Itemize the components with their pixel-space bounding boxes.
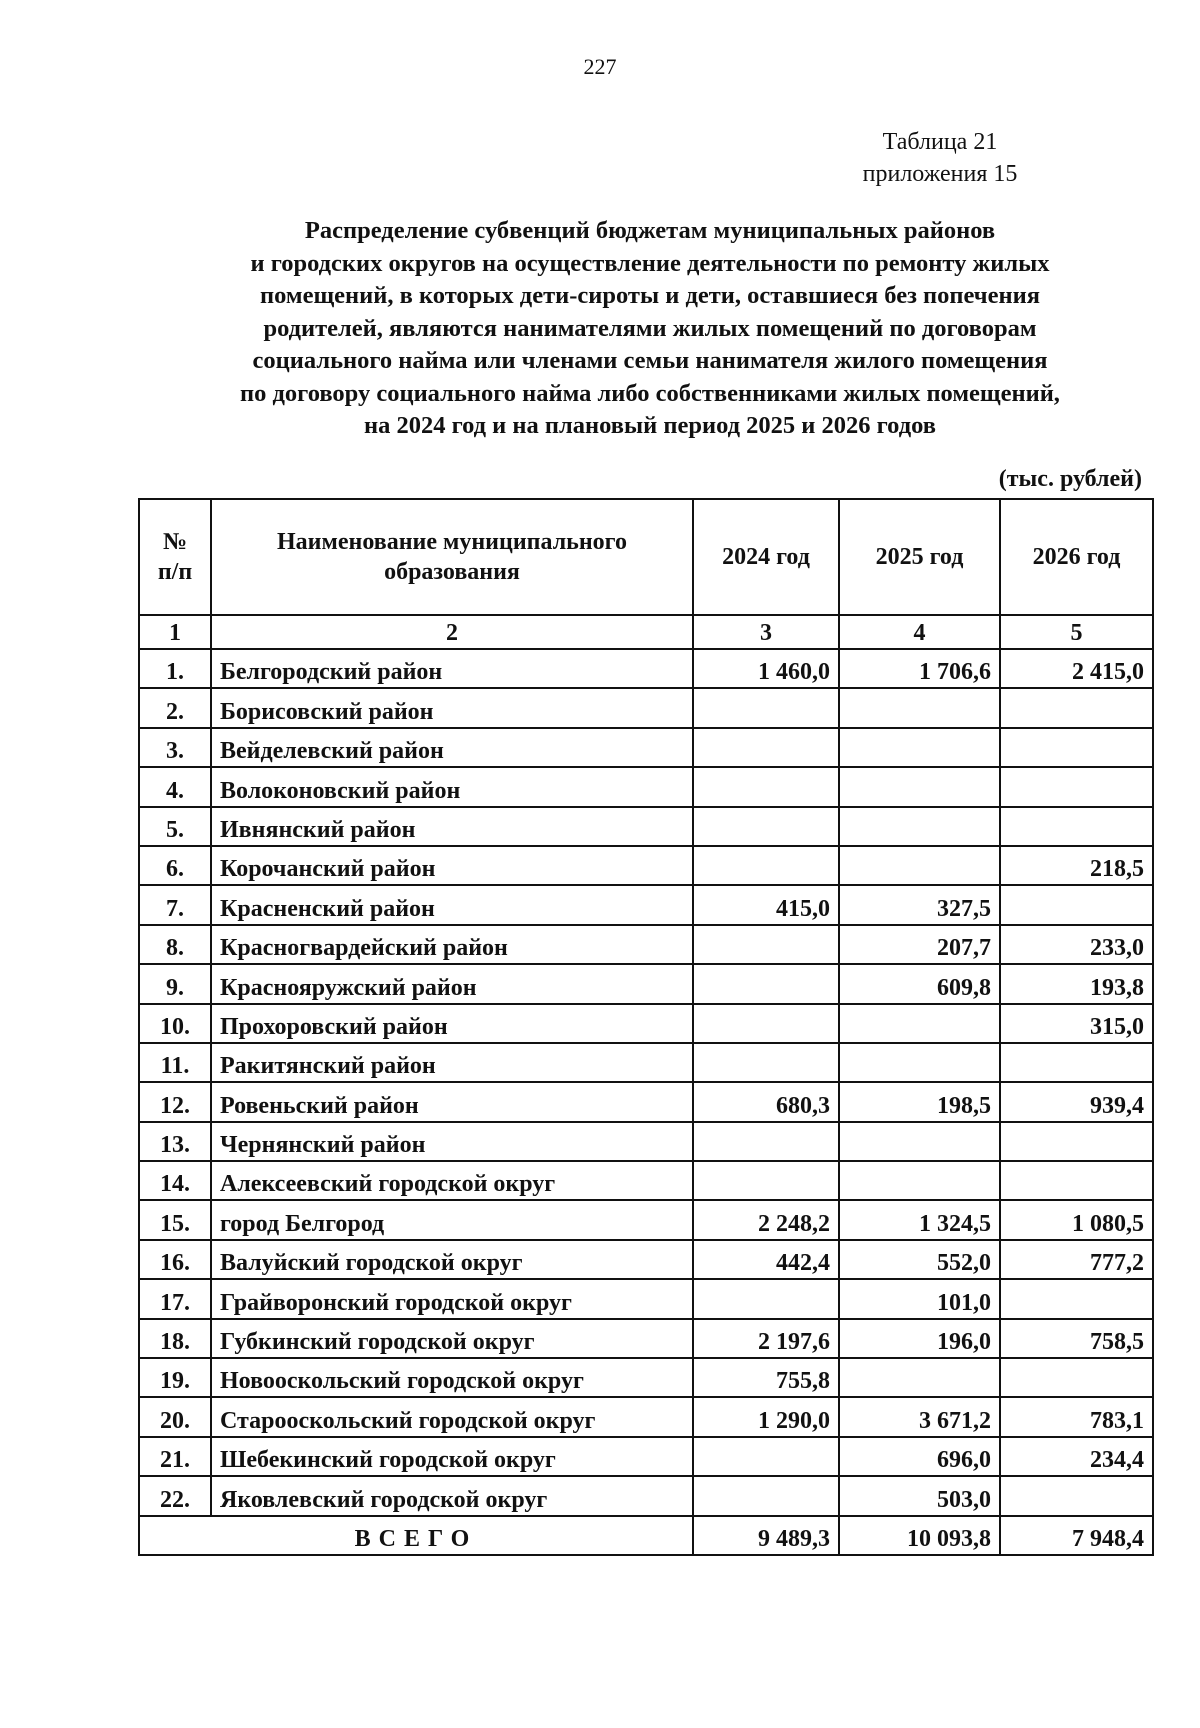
value-2025	[839, 846, 1000, 885]
table-row	[139, 1319, 1153, 1358]
value-2026	[1000, 807, 1153, 846]
municipality-name: Чернянский район	[211, 1122, 693, 1161]
value-2026: 777,2	[1000, 1240, 1153, 1279]
value-2025	[839, 767, 1000, 806]
value-2025: 198,5	[839, 1082, 1000, 1121]
municipality-name: Новооскольский городской округ	[211, 1358, 693, 1397]
municipality-name: Корочанский район	[211, 846, 693, 885]
total-label: ВСЕГО	[139, 1516, 693, 1555]
row-number: 20.	[139, 1397, 211, 1436]
total-2026: 7 948,4	[1000, 1516, 1153, 1555]
value-2026: 2 415,0	[1000, 649, 1153, 688]
value-2024	[693, 1279, 839, 1318]
value-2026	[1000, 885, 1153, 924]
table-row	[139, 1082, 1153, 1121]
table-row	[139, 1279, 1153, 1318]
row-number: 5.	[139, 807, 211, 846]
value-2024	[693, 1476, 839, 1515]
municipality-name: Ровеньский район	[211, 1082, 693, 1121]
value-2024	[693, 767, 839, 806]
header-name-line1: Наименование муниципального	[277, 529, 627, 555]
value-2024	[693, 964, 839, 1003]
table-row	[139, 728, 1153, 767]
total-row	[139, 1516, 1153, 1555]
value-2024	[693, 846, 839, 885]
value-2025: 1 324,5	[839, 1200, 1000, 1239]
table-row	[139, 1161, 1153, 1200]
title-line: и городских округов на осуществление деятельности по ремонту жилых	[250, 249, 1050, 277]
value-2026	[1000, 1476, 1153, 1515]
header-num-line1: №	[162, 529, 188, 555]
municipality-name: Валуйский городской округ	[211, 1240, 693, 1279]
table-row	[139, 1200, 1153, 1239]
value-2026: 315,0	[1000, 1004, 1153, 1043]
row-number: 14.	[139, 1161, 211, 1200]
row-number: 15.	[139, 1200, 211, 1239]
row-number: 4.	[139, 767, 211, 806]
value-2025	[839, 1122, 1000, 1161]
row-number: 10.	[139, 1004, 211, 1043]
row-number: 16.	[139, 1240, 211, 1279]
value-2026	[1000, 1122, 1153, 1161]
value-2026: 939,4	[1000, 1082, 1153, 1121]
table-row	[139, 767, 1153, 806]
title-line: по договору социального найма либо собственниками жилых помещений,	[240, 379, 1060, 407]
value-2024: 1 290,0	[693, 1397, 839, 1436]
column-number-row	[139, 615, 1153, 649]
value-2026: 758,5	[1000, 1319, 1153, 1358]
row-number: 13.	[139, 1122, 211, 1161]
value-2026: 233,0	[1000, 925, 1153, 964]
value-2024	[693, 925, 839, 964]
header-num-line2: п/п	[157, 559, 193, 585]
title-line: на 2024 год и на плановый период 2025 и 2026 годов	[363, 412, 936, 439]
row-number: 22.	[139, 1476, 211, 1515]
table-row	[139, 846, 1153, 885]
row-number: 3.	[139, 728, 211, 767]
value-2025: 3 671,2	[839, 1397, 1000, 1436]
value-2024: 1 460,0	[693, 649, 839, 688]
table-row	[139, 688, 1153, 727]
value-2026	[1000, 728, 1153, 767]
value-2025: 196,0	[839, 1319, 1000, 1358]
value-2025: 327,5	[839, 885, 1000, 924]
municipality-name: Борисовский район	[211, 688, 693, 727]
value-2024: 680,3	[693, 1082, 839, 1121]
row-number: 21.	[139, 1437, 211, 1476]
table-reference	[800, 126, 1080, 190]
value-2025	[839, 1358, 1000, 1397]
municipality-name: Губкинский городской округ	[211, 1319, 693, 1358]
value-2025	[839, 1161, 1000, 1200]
value-2026: 218,5	[1000, 846, 1153, 885]
value-2024	[693, 1004, 839, 1043]
municipality-name: Красненский район	[211, 885, 693, 924]
row-number: 19.	[139, 1358, 211, 1397]
table-row	[139, 1358, 1153, 1397]
row-number: 18.	[139, 1319, 211, 1358]
table-row	[139, 807, 1153, 846]
table-row	[139, 1437, 1153, 1476]
column-number: 2	[211, 615, 693, 649]
title-line: родителей, являются нанимателями жилых помещений по договорам	[263, 314, 1037, 342]
value-2026	[1000, 1358, 1153, 1397]
table-row	[139, 1476, 1153, 1515]
row-number: 11.	[139, 1043, 211, 1082]
value-2024: 755,8	[693, 1358, 839, 1397]
total-2024: 9 489,3	[693, 1516, 839, 1555]
value-2024	[693, 1161, 839, 1200]
municipality-name: Яковлевский городской округ	[211, 1476, 693, 1515]
row-number: 12.	[139, 1082, 211, 1121]
row-number: 7.	[139, 885, 211, 924]
value-2026: 1 080,5	[1000, 1200, 1153, 1239]
value-2025	[839, 1004, 1000, 1043]
row-number: 1.	[139, 649, 211, 688]
title-line: Распределение субвенций бюджетам муниципальных районов	[304, 217, 996, 244]
header-2024: 2024 год	[693, 499, 839, 615]
row-number: 9.	[139, 964, 211, 1003]
municipality-name: Краснояружский район	[211, 964, 693, 1003]
value-2026: 193,8	[1000, 964, 1153, 1003]
row-number: 17.	[139, 1279, 211, 1318]
value-2026	[1000, 1043, 1153, 1082]
table-row	[139, 1043, 1153, 1082]
municipality-name: Белгородский район	[211, 649, 693, 688]
value-2025	[839, 807, 1000, 846]
value-2024: 2 197,6	[693, 1319, 839, 1358]
municipality-name: Ивнянский район	[211, 807, 693, 846]
column-number: 5	[1000, 615, 1153, 649]
page-number: 227	[583, 54, 617, 79]
header-name	[211, 499, 693, 615]
units-label: (тыс. рублей)	[998, 466, 1142, 492]
value-2024	[693, 728, 839, 767]
value-2025	[839, 1043, 1000, 1082]
value-2025: 503,0	[839, 1476, 1000, 1515]
value-2025	[839, 728, 1000, 767]
value-2025: 609,8	[839, 964, 1000, 1003]
value-2025	[839, 688, 1000, 727]
table-row	[139, 964, 1153, 1003]
municipality-name: Шебекинский городской округ	[211, 1437, 693, 1476]
value-2026: 783,1	[1000, 1397, 1153, 1436]
table-row	[139, 1122, 1153, 1161]
row-number: 6.	[139, 846, 211, 885]
column-number: 1	[139, 615, 211, 649]
municipality-name: город Белгород	[211, 1200, 693, 1239]
row-number: 2.	[139, 688, 211, 727]
table-row	[139, 649, 1153, 688]
table-header-row	[139, 499, 1153, 615]
value-2026	[1000, 688, 1153, 727]
header-name-line2: образования	[384, 559, 520, 585]
header-num	[139, 499, 211, 615]
value-2024: 2 248,2	[693, 1200, 839, 1239]
municipality-name: Вейделевский район	[211, 728, 693, 767]
value-2026	[1000, 1279, 1153, 1318]
value-2025: 101,0	[839, 1279, 1000, 1318]
table-row	[139, 885, 1153, 924]
value-2024	[693, 1043, 839, 1082]
table-row	[139, 1004, 1153, 1043]
total-2025: 10 093,8	[839, 1516, 1000, 1555]
value-2024	[693, 1437, 839, 1476]
value-2026	[1000, 767, 1153, 806]
municipality-name: Ракитянский район	[211, 1043, 693, 1082]
value-2025: 696,0	[839, 1437, 1000, 1476]
table-ref-line1: Таблица 21	[882, 129, 998, 155]
municipality-name: Красногвардейский район	[211, 925, 693, 964]
value-2026: 234,4	[1000, 1437, 1153, 1476]
title-line: социального найма или членами семьи нанимателя жилого помещения	[252, 347, 1048, 374]
table-row	[139, 1240, 1153, 1279]
table-row	[139, 925, 1153, 964]
value-2025: 207,7	[839, 925, 1000, 964]
value-2024	[693, 807, 839, 846]
municipality-name: Прохоровский район	[211, 1004, 693, 1043]
document-title	[130, 215, 1170, 443]
value-2026	[1000, 1161, 1153, 1200]
column-number: 3	[693, 615, 839, 649]
municipality-name: Старооскольский городской округ	[211, 1397, 693, 1436]
value-2024	[693, 688, 839, 727]
value-2024	[693, 1122, 839, 1161]
municipality-name: Грайворонский городской округ	[211, 1279, 693, 1318]
header-2026: 2026 год	[1000, 499, 1153, 615]
table-ref-line2: приложения 15	[862, 161, 1018, 187]
municipality-name: Алексеевский городской округ	[211, 1161, 693, 1200]
value-2025: 552,0	[839, 1240, 1000, 1279]
column-number: 4	[839, 615, 1000, 649]
row-number: 8.	[139, 925, 211, 964]
title-line: помещений, в которых дети-сироты и дети, оставшиеся без попечения	[260, 282, 1040, 309]
header-2025: 2025 год	[839, 499, 1000, 615]
value-2024: 442,4	[693, 1240, 839, 1279]
value-2024: 415,0	[693, 885, 839, 924]
subvention-table	[138, 498, 1154, 1556]
municipality-name: Волоконовский район	[211, 767, 693, 806]
table-row	[139, 1397, 1153, 1436]
value-2025: 1 706,6	[839, 649, 1000, 688]
